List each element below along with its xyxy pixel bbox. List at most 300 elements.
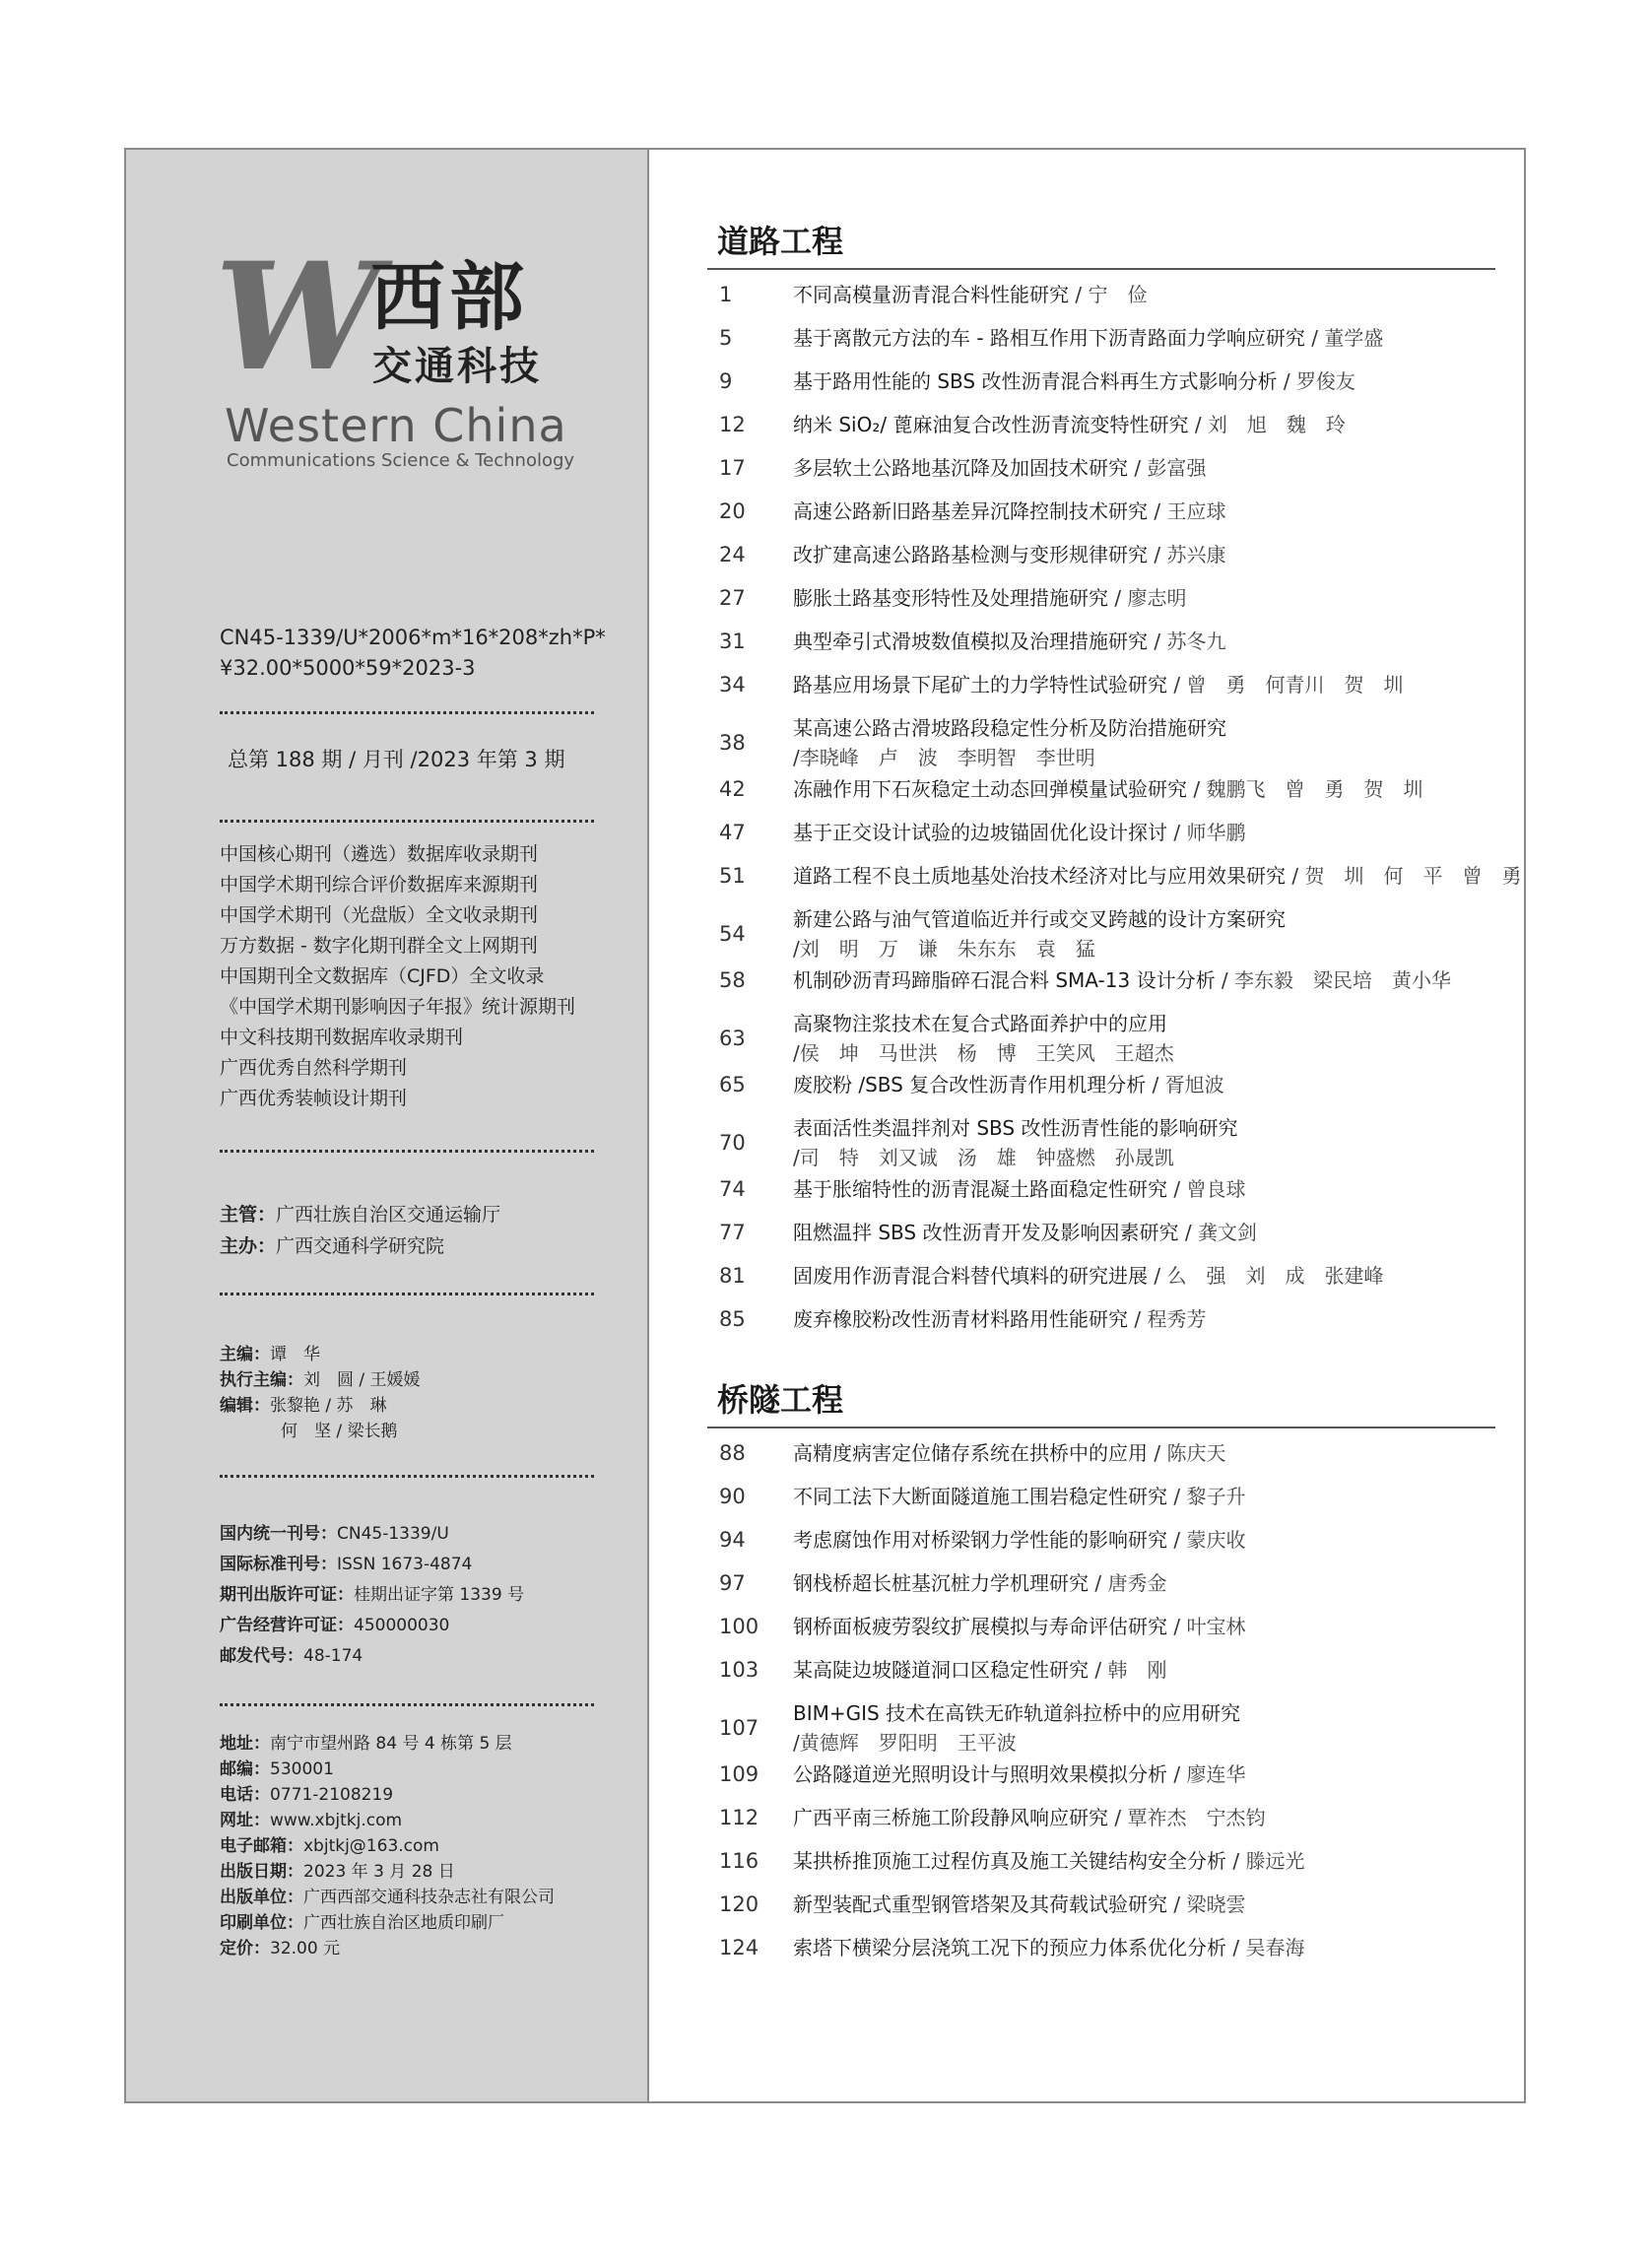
- toc-entry-title: [793, 540, 1225, 569]
- toc-authors: 陈庆天: [1166, 1441, 1226, 1465]
- toc-entry: [707, 1698, 1515, 1759]
- toc-author-separator: /: [1286, 864, 1305, 888]
- toc-authors: 覃祚杰 宁杰钧: [1127, 1806, 1266, 1829]
- contact-row-value: 广西西部交通科技杂志社有限公司: [303, 1888, 555, 1907]
- toc-page-number: 31: [719, 630, 746, 653]
- toc-authors: 曾良球: [1186, 1177, 1246, 1201]
- toc-entry: [707, 1438, 1515, 1482]
- contact-row: [220, 1936, 555, 1961]
- dotted-divider: [220, 1475, 594, 1478]
- indexing-item: 万方数据 - 数字化期刊群全文上网期刊: [220, 935, 538, 957]
- contact-row-value: 530001: [270, 1759, 334, 1779]
- toc-author-separator: /: [1167, 1892, 1187, 1916]
- toc-page-number: 38: [719, 731, 746, 755]
- toc-title-text: 不同高模量沥青混合料性能研究: [793, 283, 1069, 306]
- toc-entry-title: [793, 497, 1225, 526]
- toc-authors: 魏鹏飞 曾 勇 贺 圳: [1206, 777, 1423, 801]
- toc-title-text: 钢桥面板疲劳裂纹扩展模拟与寿命评估研究: [793, 1615, 1167, 1638]
- toc-entry-title: [793, 583, 1186, 613]
- toc-title-text: 高精度病害定位储存系统在拱桥中的应用: [793, 1441, 1148, 1465]
- contact-row-value: 0771-2108219: [270, 1785, 394, 1805]
- toc-entry-title: [793, 410, 1346, 439]
- staff-row-label: 主编：: [220, 1345, 270, 1364]
- toc-title-text: 纳米 SiO₂/ 蓖麻油复合改性沥青流变特性研究: [793, 413, 1189, 436]
- contact-row: [220, 1782, 555, 1808]
- toc-entry-title: [793, 627, 1225, 656]
- toc-entry-title: [793, 774, 1422, 804]
- toc-page-number: 70: [719, 1131, 746, 1155]
- toc-entry: [707, 280, 1515, 323]
- toc-authors: 梁晓雲: [1186, 1892, 1246, 1916]
- toc-author-separator: /: [793, 1146, 800, 1169]
- toc-author-separator: /: [793, 746, 800, 769]
- registration-row: [220, 1550, 524, 1580]
- toc-entry: [707, 1482, 1515, 1525]
- toc-page-number: 9: [719, 369, 733, 393]
- staff-row: [220, 1342, 421, 1367]
- toc-authors: [793, 743, 1095, 772]
- toc-page-number: 20: [719, 499, 746, 523]
- toc-page-number: 109: [719, 1762, 760, 1786]
- indexing-item: 中国学术期刊（光盘版）全文收录期刊: [220, 904, 539, 926]
- toc-entry-title: [793, 1568, 1166, 1598]
- dotted-divider: [220, 820, 594, 823]
- toc-entry: [707, 1803, 1515, 1846]
- toc-page-number: 103: [719, 1658, 760, 1682]
- toc-author-separator: /: [1128, 1307, 1148, 1331]
- toc-page-number: 5: [719, 326, 733, 350]
- toc-author-separator: /: [1108, 586, 1128, 610]
- registration-row: [220, 1519, 524, 1550]
- toc-title-text: 机制砂沥青玛蹄脂碎石混合料 SMA-13 设计分析: [793, 968, 1216, 992]
- staff-row-label: 执行主编：: [220, 1370, 303, 1390]
- contact-row-label: 定价：: [220, 1939, 270, 1958]
- logo-english-title: Western China: [225, 399, 567, 452]
- issue-info: 总第 188 期 / 月刊 /2023 年第 3 期: [228, 748, 565, 771]
- toc-author-names: 侯 坤 马世洪 杨 博 王笑风 王超杰: [799, 1041, 1174, 1065]
- toc-entry: [707, 1070, 1515, 1113]
- contact-row-value: xbjtkj@163.com: [303, 1836, 439, 1856]
- toc-authors: 蒙庆收: [1186, 1528, 1246, 1552]
- toc-author-separator: /: [1148, 1264, 1167, 1288]
- dotted-divider: [220, 1703, 594, 1706]
- toc-authors: 滕远光: [1245, 1849, 1305, 1873]
- contact-row-label: 网址：: [220, 1811, 270, 1830]
- toc-entry: [707, 627, 1515, 670]
- toc-entry-title: [793, 1070, 1224, 1099]
- toc-authors: 罗俊友: [1295, 369, 1355, 393]
- contact-row-label: 邮编：: [220, 1759, 270, 1779]
- toc-title-text: 广西平南三桥施工阶段静风响应研究: [793, 1806, 1108, 1829]
- toc-entry: [707, 1304, 1515, 1348]
- toc-author-separator: /: [1167, 673, 1187, 697]
- toc-entry: [707, 1174, 1515, 1218]
- toc-entry-title: [793, 1612, 1245, 1641]
- toc-title-text: 表面活性类温拌剂对 SBS 改性沥青性能的影响研究: [793, 1116, 1238, 1140]
- logo-w-mark: W: [215, 231, 381, 404]
- toc-entry: [707, 540, 1515, 583]
- toc-entry: [707, 904, 1515, 965]
- contact-row-label: 印刷单位：: [220, 1913, 303, 1933]
- toc-authors: 宁 俭: [1088, 283, 1148, 306]
- staff-row: [220, 1419, 421, 1444]
- toc-entry-title: [793, 861, 1521, 891]
- dotted-divider: [220, 1293, 594, 1295]
- toc-entry: [707, 583, 1515, 627]
- registration-row-label: 国内统一刊号：: [220, 1524, 337, 1544]
- toc-entry-title: [793, 1482, 1245, 1511]
- toc-page-number: 94: [719, 1528, 746, 1552]
- toc-authors: [793, 1038, 1174, 1068]
- toc-title-text: 多层软土公路地基沉降及加固技术研究: [793, 456, 1128, 480]
- toc-authors: 师华鹏: [1186, 821, 1246, 844]
- toc-entry: [707, 366, 1515, 410]
- toc-page-number: 81: [719, 1264, 746, 1288]
- toc-page-number: 54: [719, 922, 746, 946]
- staff-row-value: 谭 华: [270, 1345, 320, 1364]
- toc-author-separator: /: [1215, 968, 1235, 992]
- toc-authors: 黎子升: [1186, 1485, 1246, 1508]
- logo-english-subtitle: Communications Science & Technology: [227, 450, 575, 471]
- toc-entry-title: [793, 1803, 1265, 1832]
- publication-code-line: CN45-1339/U*2006*m*16*208*zh*P*: [220, 626, 606, 649]
- toc-entry: [707, 818, 1515, 861]
- toc-entry: [707, 410, 1515, 453]
- toc-author-separator: /: [1146, 1073, 1165, 1096]
- contact-row: [220, 1910, 555, 1936]
- section-title: 道路工程: [717, 223, 844, 260]
- contact-row-value: 广西壮族自治区地质印刷厂: [303, 1913, 504, 1933]
- toc-author-separator: /: [1226, 1849, 1246, 1873]
- toc-entry: [707, 1612, 1515, 1655]
- toc-entry-title: [793, 1009, 1167, 1038]
- toc-entry-title: [793, 1525, 1245, 1555]
- contact-row: [220, 1833, 555, 1859]
- toc-entry: [707, 713, 1515, 774]
- sponsor-row-value: 广西交通科学研究院: [276, 1235, 445, 1257]
- toc-title-text: 高聚物注浆技术在复合式路面养护中的应用: [793, 1012, 1167, 1035]
- staff-row-value: 刘 圆 / 王媛媛: [303, 1370, 421, 1390]
- sponsor-row: [220, 1230, 500, 1262]
- toc-entry: [707, 965, 1515, 1009]
- toc-author-names: 李晓峰 卢 波 李明智 李世明: [799, 746, 1095, 769]
- toc-page-number: 124: [719, 1936, 760, 1959]
- toc-entry-title: [793, 453, 1206, 483]
- toc-title-text: 公路隧道逆光照明设计与照明效果模拟分析: [793, 1762, 1167, 1786]
- toc-author-separator: /: [793, 1041, 800, 1065]
- toc-title-text: 新型装配式重型钢管塔架及其荷载试验研究: [793, 1892, 1167, 1916]
- toc-author-separator: /: [793, 937, 800, 961]
- registration-row-value: 48-174: [303, 1646, 363, 1666]
- contact-row-value: www.xbjtkj.com: [270, 1811, 403, 1830]
- toc-authors: 董学盛: [1324, 326, 1384, 350]
- publication-code: [220, 623, 606, 684]
- toc-author-separator: /: [1148, 543, 1167, 566]
- toc-page-number: 100: [719, 1615, 760, 1638]
- toc-title-text: 基于正交设计试验的边坡锚固优化设计探讨: [793, 821, 1167, 844]
- toc-author-separator: /: [1187, 777, 1207, 801]
- toc-authors: 程秀芳: [1147, 1307, 1207, 1331]
- toc-title-text: 道路工程不良土质地基处治技术经济对比与应用效果研究: [793, 864, 1286, 888]
- toc-entry-title: [793, 1218, 1257, 1247]
- indexing-item: 中文科技期刊数据库收录期刊: [220, 1027, 464, 1048]
- contact-row: [220, 1885, 555, 1910]
- indexing-item: 中国期刊全文数据库（CJFD）全文收录: [220, 965, 545, 987]
- toc-entry: [707, 774, 1515, 818]
- toc-page-number: 27: [719, 586, 746, 610]
- toc-title-text: 阻燃温拌 SBS 改性沥青开发及影响因素研究: [793, 1221, 1179, 1244]
- staff-row-label: 编辑：: [220, 1396, 270, 1416]
- toc-author-separator: /: [1089, 1571, 1108, 1595]
- toc-author-separator: /: [1167, 1762, 1187, 1786]
- toc-title-text: 路基应用场景下尾矿土的力学特性试验研究: [793, 673, 1167, 697]
- toc-title-text: 某拱桥推顶施工过程仿真及施工关键结构安全分析: [793, 1849, 1226, 1873]
- indexing-item: 《中国学术期刊影响因子年报》统计源期刊: [220, 996, 576, 1018]
- toc-author-separator: /: [1167, 1485, 1187, 1508]
- toc-page-number: 74: [719, 1177, 746, 1201]
- toc-author-separator: /: [1148, 1441, 1167, 1465]
- toc-page-number: 90: [719, 1485, 746, 1508]
- toc-entry-title: [793, 1698, 1240, 1728]
- toc-authors: [793, 1143, 1174, 1172]
- toc-author-separator: /: [1167, 1615, 1187, 1638]
- contact-row-label: 电子邮箱：: [220, 1836, 303, 1856]
- sponsor-info: [220, 1199, 500, 1262]
- toc-authors: 贺 圳 何 平 曾 勇: [1304, 864, 1522, 888]
- dotted-divider: [220, 711, 594, 714]
- toc-author-separator: /: [1277, 369, 1296, 393]
- staff-row-value: 何 坚 / 梁长鹅: [281, 1422, 398, 1441]
- toc-entry: [707, 1933, 1515, 1976]
- toc-author-separator: /: [1148, 499, 1167, 523]
- toc-author-separator: /: [1226, 1936, 1246, 1959]
- toc-page-number: 77: [719, 1221, 746, 1244]
- toc-title-text: 基于胀缩特性的沥青混凝土路面稳定性研究: [793, 1177, 1167, 1201]
- toc-authors: 苏冬九: [1166, 630, 1226, 653]
- toc-authors: 胥旭波: [1164, 1073, 1224, 1096]
- section-title: 桥隧工程: [717, 1381, 844, 1419]
- registration-row: [220, 1580, 524, 1611]
- toc-authors: 韩 刚: [1107, 1658, 1167, 1682]
- toc-authors: [793, 1728, 1017, 1758]
- toc-authors: 龚文剑: [1197, 1221, 1257, 1244]
- toc-entry: [707, 323, 1515, 366]
- toc-authors: 么 强 刘 成 张建峰: [1166, 1264, 1384, 1288]
- toc-page-number: 34: [719, 673, 746, 697]
- toc-authors: 叶宝林: [1186, 1615, 1246, 1638]
- toc-entry: [707, 1261, 1515, 1304]
- toc-authors: 刘 旭 魏 玲: [1207, 413, 1346, 436]
- toc-author-separator: /: [1167, 1528, 1187, 1552]
- toc-title-text: 索塔下横梁分层浇筑工况下的预应力体系优化分析: [793, 1936, 1226, 1959]
- toc-entry: [707, 497, 1515, 540]
- section-rule: [707, 268, 1495, 270]
- toc-entry-title: [793, 713, 1226, 743]
- registration-row: [220, 1611, 524, 1641]
- indexing-item: 广西优秀自然科学期刊: [220, 1057, 408, 1079]
- toc-author-separator: /: [793, 1731, 800, 1755]
- contact-row-value: 南宁市望州路 84 号 4 栋第 5 层: [270, 1734, 512, 1754]
- toc-entry-title: [793, 1113, 1237, 1143]
- toc-authors: 李东毅 梁民培 黄小华: [1234, 968, 1452, 992]
- toc-author-separator: /: [1108, 1806, 1128, 1829]
- toc-authors: 苏兴康: [1166, 543, 1226, 566]
- toc-page-number: 17: [719, 456, 746, 480]
- toc-page-number: 42: [719, 777, 746, 801]
- toc-entry: [707, 1759, 1515, 1803]
- toc-entry-title: [793, 1438, 1225, 1468]
- indexing-item: 广西优秀装帧设计期刊: [220, 1088, 408, 1109]
- registration-row-value: ISSN 1673-4874: [337, 1555, 473, 1574]
- toc-entry: [707, 1890, 1515, 1933]
- toc-author-separator: /: [1167, 1177, 1187, 1201]
- toc-entry-title: [793, 323, 1383, 353]
- toc-entry-title: [793, 366, 1355, 396]
- toc-entry: [707, 453, 1515, 497]
- registration-row-label: 广告经营许可证：: [220, 1616, 354, 1635]
- logo-chinese-subtitle: 交通科技: [372, 344, 542, 389]
- toc-entry-title: [793, 904, 1286, 934]
- page-frame: [124, 148, 1526, 2103]
- toc-page-number: 85: [719, 1307, 746, 1331]
- toc-title-text: 某高速公路古滑坡路段稳定性分析及防治措施研究: [793, 716, 1226, 740]
- toc-title-text: BIM+GIS 技术在高铁无砟轨道斜拉桥中的应用研究: [793, 1701, 1241, 1725]
- toc-author-separator: /: [1128, 456, 1148, 480]
- contact-row: [220, 1731, 555, 1757]
- toc-title-text: 膨胀土路基变形特性及处理措施研究: [793, 586, 1108, 610]
- contact-row-label: 地址：: [220, 1734, 270, 1754]
- toc-entry-title: [793, 670, 1403, 699]
- toc-authors: 曾 勇 何青川 贺 圳: [1186, 673, 1404, 697]
- toc-page-number: 24: [719, 543, 746, 566]
- toc-authors: 王应球: [1166, 499, 1226, 523]
- toc-entry: [707, 1218, 1515, 1261]
- toc-title-text: 考虑腐蚀作用对桥梁钢力学性能的影响研究: [793, 1528, 1167, 1552]
- toc-page-number: 63: [719, 1027, 746, 1050]
- toc-title-text: 新建公路与油气管道临近并行或交叉跨越的设计方案研究: [793, 907, 1286, 931]
- toc-title-text: 基于路用性能的 SBS 改性沥青混合料再生方式影响分析: [793, 369, 1278, 393]
- toc-entry: [707, 670, 1515, 713]
- dotted-divider: [220, 1150, 594, 1153]
- toc-title-text: 不同工法下大断面隧道施工围岩稳定性研究: [793, 1485, 1167, 1508]
- toc-authors: [793, 934, 1095, 963]
- toc-page-number: 107: [719, 1716, 760, 1740]
- toc-authors: 廖连华: [1186, 1762, 1246, 1786]
- toc-author-names: 司 特 刘又诚 汤 雄 钟盛燃 孙晟凯: [799, 1146, 1174, 1169]
- toc-page-number: 116: [719, 1849, 760, 1873]
- toc-entry-title: [793, 818, 1245, 847]
- toc-page-number: 1: [719, 283, 733, 306]
- toc-entry-title: [793, 1655, 1166, 1685]
- sponsor-row: [220, 1199, 500, 1230]
- toc-page-number: 97: [719, 1571, 746, 1595]
- contact-info: [220, 1731, 555, 1961]
- toc-authors: 彭富强: [1147, 456, 1207, 480]
- staff-row: [220, 1367, 421, 1393]
- contact-row-label: 出版单位：: [220, 1888, 303, 1907]
- toc-entry: [707, 1568, 1515, 1612]
- logo-chinese-title: 西部: [370, 253, 528, 341]
- toc-authors: 廖志明: [1127, 586, 1187, 610]
- toc-entry-title: [793, 1759, 1245, 1789]
- toc-entry-title: [793, 1174, 1245, 1204]
- toc-entry-title: [793, 1846, 1304, 1876]
- toc-author-separator: /: [1148, 630, 1167, 653]
- toc-page-number: 88: [719, 1441, 746, 1465]
- toc-title-text: 钢栈桥超长桩基沉桩力学机理研究: [793, 1571, 1089, 1595]
- toc-title-text: 废胶粉 /SBS 复合改性沥青作用机理分析: [793, 1073, 1147, 1096]
- sponsor-row-label: 主办：: [220, 1235, 277, 1257]
- contact-row: [220, 1859, 555, 1885]
- registration-row-value: CN45-1339/U: [337, 1524, 449, 1544]
- toc-author-separator: /: [1167, 821, 1187, 844]
- toc-title-text: 高速公路新旧路基差异沉降控制技术研究: [793, 499, 1148, 523]
- toc-entry-title: [793, 1304, 1206, 1334]
- toc-authors: 唐秀金: [1107, 1571, 1167, 1595]
- editorial-staff: [220, 1342, 421, 1444]
- toc-author-separator: /: [1178, 1221, 1198, 1244]
- toc-title-text: 基于离散元方法的车 - 路相互作用下沥青路面力学响应研究: [793, 326, 1305, 350]
- contact-row-value: 2023 年 3 月 28 日: [303, 1862, 455, 1882]
- toc-entry: [707, 1525, 1515, 1568]
- toc-entry: [707, 1113, 1515, 1174]
- toc-page-number: 12: [719, 413, 746, 436]
- section-rule: [707, 1427, 1495, 1428]
- registration-row-label: 邮发代号：: [220, 1646, 303, 1666]
- toc-entry: [707, 1846, 1515, 1890]
- toc-title-text: 某高陡边坡隧道洞口区稳定性研究: [793, 1658, 1089, 1682]
- registration-row-label: 期刊出版许可证：: [220, 1585, 354, 1605]
- toc-page-number: 58: [719, 968, 746, 992]
- toc-entry-title: [793, 1890, 1245, 1919]
- registration-row: [220, 1641, 524, 1672]
- indexing-item: 中国核心期刊（遴选）数据库收录期刊: [220, 843, 539, 865]
- contact-row: [220, 1808, 555, 1833]
- toc-title-text: 冻融作用下石灰稳定土动态回弹模量试验研究: [793, 777, 1187, 801]
- toc-author-separator: /: [1089, 1658, 1108, 1682]
- toc-page-number: 51: [719, 864, 746, 888]
- registration-row-value: 桂期出证字第 1339 号: [354, 1585, 525, 1605]
- toc-author-separator: /: [1069, 283, 1089, 306]
- toc-title-text: 改扩建高速公路路基检测与变形规律研究: [793, 543, 1148, 566]
- staff-row: [220, 1393, 421, 1419]
- toc-page-number: 47: [719, 821, 746, 844]
- toc-entry: [707, 1655, 1515, 1698]
- toc-page-number: 120: [719, 1892, 760, 1916]
- sponsor-row-label: 主管：: [220, 1204, 277, 1226]
- toc-entry-title: [793, 965, 1451, 995]
- toc-authors: 吴春海: [1245, 1936, 1305, 1959]
- indexing-item: 中国学术期刊综合评价数据库来源期刊: [220, 874, 539, 896]
- toc-entry: [707, 1009, 1515, 1070]
- toc-title-text: 固废用作沥青混合料替代填料的研究进展: [793, 1264, 1148, 1288]
- toc-entry-title: [793, 280, 1147, 309]
- contact-row-label: 电话：: [220, 1785, 270, 1805]
- masthead-sidebar: [126, 150, 649, 2101]
- toc-author-names: 刘 明 万 谦 朱东东 袁 猛: [799, 937, 1095, 961]
- registration-row-value: 450000030: [354, 1616, 450, 1635]
- toc-entry-title: [793, 1261, 1383, 1291]
- toc-entry-title: [793, 1933, 1304, 1962]
- staff-row-value: 张黎艳 / 苏 琳: [270, 1396, 387, 1416]
- contact-row-value: 32.00 元: [270, 1939, 341, 1958]
- registration-info: [220, 1519, 524, 1672]
- sponsor-row-value: 广西壮族自治区交通运输厅: [276, 1204, 501, 1226]
- registration-row-label: 国际标准刊号：: [220, 1555, 337, 1574]
- contact-row-label: 出版日期：: [220, 1862, 303, 1882]
- toc-page-number: 112: [719, 1806, 760, 1829]
- publication-code-line: ¥32.00*5000*59*2023-3: [220, 656, 476, 680]
